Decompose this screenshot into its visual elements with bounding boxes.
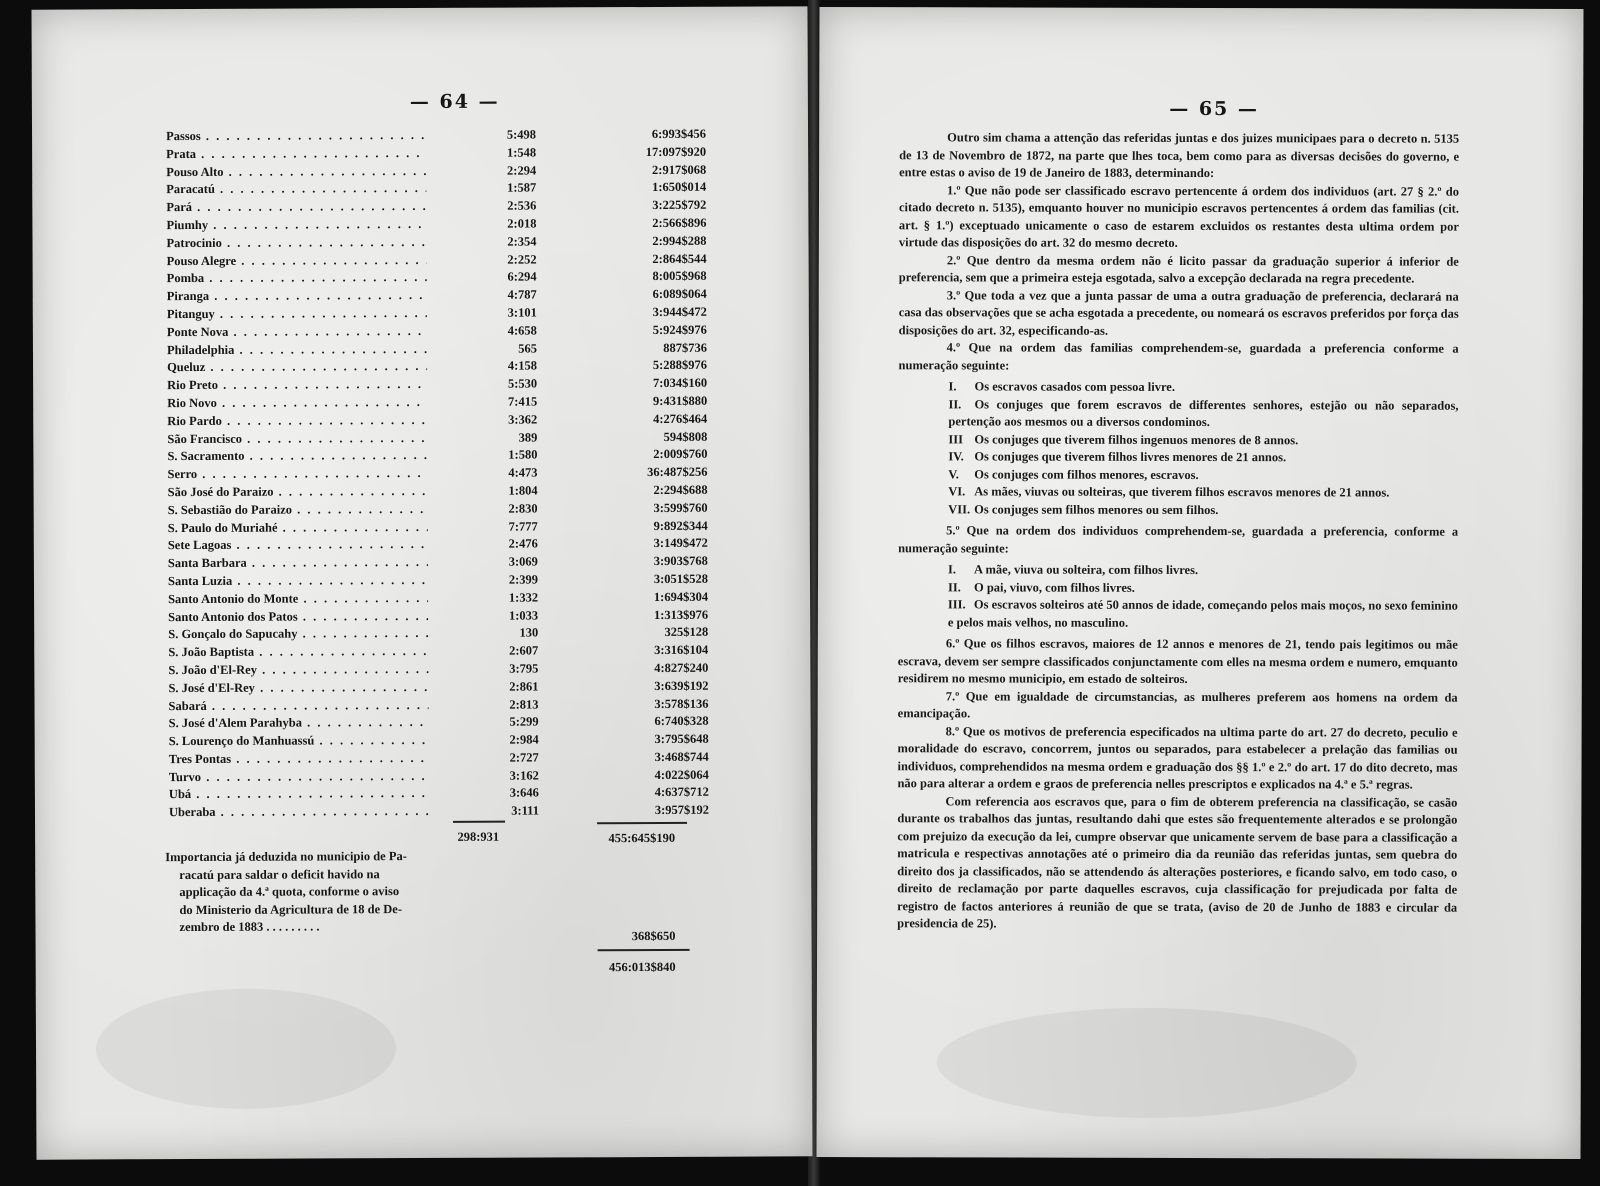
note-line: zembro de 1883 . . . . . . . . .: [179, 919, 320, 935]
item-text: Os conjuges que tiverem filhos ingenuos menores de 8 annos.: [974, 431, 1299, 447]
slave-count: 2:830: [508, 501, 538, 516]
right-page: [816, 7, 1583, 1159]
quota-amount: 3:468$744: [654, 749, 709, 764]
quota-amount: 3:639$192: [654, 678, 709, 693]
list-item: [898, 378, 1458, 397]
total-amount: 455:645$190: [608, 830, 676, 846]
quota-amount: 6:740$328: [654, 714, 709, 729]
families-list: [898, 378, 1458, 519]
quota-amount: 2:009$760: [653, 447, 708, 462]
slave-count: 3:646: [509, 785, 539, 801]
rule-8: 8.º Que os motivos de preferencia especificados na ultima parte do art. 27 do decreto, peculio e moralidade do escravo, concorrem, juntos ou separados, para estabelecer a prelação das familias ou individuos, comprehendidos na mesma ordem e graduação dos §§ 1.º e 2.º do art. 17 do dito decreto, mas não para alterar a ordem e graos de preferencia nelles prescriptos e explicados na 4.ª e 5.ª regras.: [897, 723, 1458, 792]
municipality-name: S. João Baptista . . .: [168, 644, 428, 660]
quota-amount: 7:034$160: [652, 375, 708, 391]
rule-2: 2.º Que dentro da mesma ordem não é licito passar da graduação superior á inferior de preferencia, sem que a primeira esteja esgotada, salvo a excepção declarada na regra precedente.: [898, 252, 1459, 286]
municipality-name: Philadelphia . . .: [167, 342, 427, 358]
quota-amount: 325$128: [664, 625, 709, 640]
deduction-note: [165, 848, 421, 937]
slave-count: 2:354: [507, 234, 537, 249]
closing-paragraph: Com referencia aos escravos que, para o fim de obterem preferencia na classificação, se casão durante os trabalhos das juntas, resultando dahi que estes são frequentemente alterados e se prolongão com prejuizo da execução da lei, cumpre observar que unicamente servem de base para a classificação a matricula e respectivas annotações até o primeiro dia da reunião das referidas juntas, sem quebra do direito dos ja classificados, não se attendendo ás alterações posteriores, e ficando salvo, em todo caso, o direito de reclamação por parte daquelles escravos, cuja classificação for prejudicada por falta de registro de factos anteriores á reunião de que se trata, (aviso de 20 de Junho de 1883 e circular da presidencia de 25).: [897, 793, 1458, 931]
quota-amount: 5:288$976: [652, 358, 708, 373]
municipality-name: Paracatú . . .: [166, 181, 426, 197]
rule-3: 3.º Que toda a vez que a junta passar de uma a outra graduação de preferencia, declarará na casa das observações que se acha esgotada a precedente, ou nomeará os escravos preferidos por força das disposições do art. 32, especificando-as.: [898, 287, 1459, 338]
municipality-name: Santa Barbara . . .: [168, 555, 428, 571]
municipality-name: São José do Paraizo . . .: [168, 484, 428, 500]
municipality-name: Rio Novo . . .: [167, 395, 427, 411]
slave-count: 7:415: [508, 394, 538, 409]
slave-count: 2:727: [509, 750, 539, 765]
slave-count: 2:476: [508, 536, 538, 551]
quota-amount: 2:917$068: [651, 162, 707, 177]
item-text: O pai, viuvo, com filhos livres.: [973, 579, 1135, 595]
quota-amount: 4:637$712: [654, 785, 709, 800]
slave-count: 3:111: [511, 803, 540, 818]
total-count: 298:931: [457, 829, 500, 844]
slave-count: 2:399: [508, 572, 539, 587]
municipality-name: Turvo . . .: [169, 769, 429, 785]
slave-count: 4:158: [507, 358, 538, 373]
paper-stain: [937, 1007, 1357, 1118]
quota-amount: 3:578$136: [654, 696, 709, 711]
item-number: I.: [948, 379, 957, 394]
note-line: Importancia já deduzida no municipio de Pa-: [165, 849, 407, 865]
slave-count: 7:777: [508, 519, 538, 534]
municipality-name: Piranga . . .: [167, 288, 427, 304]
municipality-name: S. Sacramento . . .: [167, 448, 427, 464]
slave-count: 5:299: [509, 714, 539, 729]
item-number: II.: [947, 579, 961, 594]
slave-count: 2:607: [509, 643, 539, 658]
municipality-name: Sete Lagoas . . .: [168, 537, 428, 553]
slave-count: 1:033: [508, 608, 539, 623]
slave-count: 3:795: [509, 661, 539, 676]
quota-amount: 887$736: [663, 340, 708, 355]
grand-total: 456:013$840: [608, 959, 676, 975]
municipality-name: Passos . . .: [166, 128, 426, 144]
page-number-right: — 65 —: [1169, 97, 1259, 121]
item-number: II.: [948, 396, 962, 411]
quota-amount: 9:892$344: [653, 518, 708, 533]
item-text: Os conjuges que forem escravos de differentes senhores, estejão ou não separados, pertenção aos mesmos ou a diversos condominos.: [948, 396, 1459, 430]
list-item: [898, 579, 1458, 598]
list-item: [898, 501, 1458, 520]
item-text: Os escravos casados com pessoa livre.: [974, 379, 1175, 394]
list-item: [898, 483, 1458, 502]
slave-count: 2:861: [509, 679, 539, 694]
item-number: IV.: [948, 449, 964, 464]
page-number-left: — 64 —: [409, 90, 500, 114]
intro-paragraph: Outro sim chama a attenção das referidas juntas e dos juizes municipaes para o decreto n. 5135 de 13 de Novembro de 1872, na parte que lhes toca, bem como para as diversas decisões do governo, e entre estas o aviso de 19 de Janeiro de 1883, determinando:: [899, 130, 1460, 181]
item-number: III: [948, 431, 963, 446]
total-amount-rule: [597, 822, 687, 824]
municipality-name: Patrocinio . . .: [166, 235, 426, 251]
slave-count: 1:332: [508, 590, 539, 605]
municipality-name: Sabará . . .: [169, 697, 429, 713]
quota-amount: 2:566$896: [652, 215, 707, 230]
quota-amount: 5:924$976: [652, 322, 707, 337]
quota-amount: 4:022$064: [654, 767, 709, 782]
quota-amount: 3:599$760: [653, 500, 708, 515]
item-number: VI.: [948, 484, 966, 499]
municipality-name: Santo Antonio dos Patos . . .: [168, 608, 428, 624]
municipality-name: Uberaba . . .: [169, 804, 429, 820]
slave-count: 3:101: [507, 305, 537, 320]
slave-count: 1:580: [508, 447, 538, 462]
slave-count: 4:658: [507, 323, 537, 338]
slave-count: 5:498: [506, 127, 537, 142]
slave-count: 2:984: [509, 732, 539, 747]
item-text: As mães, viuvas ou solteiras, que tiverem filhos escravos menores de 21 annos.: [974, 484, 1390, 500]
municipality-name: S. João d'El-Rey . . .: [168, 662, 428, 678]
slave-count: 3:162: [509, 768, 539, 783]
quota-amount: 2:864$544: [652, 251, 707, 266]
item-text: A mãe, viuva ou solteira, com filhos livres.: [974, 562, 1199, 577]
municipality-name: Pará . . .: [166, 199, 426, 215]
item-number: VII.: [948, 501, 971, 516]
slave-count: 565: [518, 341, 538, 356]
paper-stain: [96, 988, 397, 1109]
item-text: Os conjuges que tiverem filhos livres menores de 21 annos.: [974, 449, 1287, 465]
list-item: [898, 448, 1458, 467]
item-text: Os conjuges sem filhos menores ou sem filhos.: [974, 501, 1219, 517]
slave-count: 2:018: [507, 216, 537, 231]
municipality-name: Ubá . . .: [169, 786, 429, 802]
slave-count: 5:530: [507, 376, 538, 391]
regulations-text: [897, 129, 1459, 934]
municipality-name: Rio Pardo . . .: [167, 413, 427, 429]
municipality-name: Tres Pontas . . .: [169, 751, 429, 767]
slave-count: 4:787: [507, 287, 537, 302]
item-text: Os escravos solteiros até 50 annos de idade, começando pelos mais moços, no sexo feminino e pelos mais velhos, no masculino.: [947, 597, 1458, 630]
quota-amount: 9:431$880: [653, 393, 708, 408]
item-number: III.: [947, 597, 966, 612]
list-item: [898, 561, 1458, 580]
municipality-name: Rio Preto . . .: [167, 377, 427, 393]
quota-amount: 6:993$456: [651, 126, 707, 141]
municipality-name: Santa Luzia . . .: [168, 573, 428, 589]
rule-1: 1.º Que não pode ser classificado escravo pertencente á ordem dos individuos (art. 27 § 2.º do citado decreto n. 5135), emquanto houver no municipio escravos pertencentes á ordem das familias (cit. art. § 1.º) exceptuado unicamente o caso de estarem excluidos os restantes desta ultima ordem por virtude das disposições do art. 32 do mesmo decreto.: [898, 182, 1460, 250]
rule-6: 6.º Que os filhos escravos, maiores de 12 annos e menores de 21, tendo pais legitimos ou mãe escrava, devem ser sempre classificados conjunctamente com elles na mesma ordem e numero, emquanto residirem no mesmo municipio, em estado de solteiros.: [897, 636, 1458, 686]
rule-5: 5.º Que na ordem dos individuos comprehendem-se, guardada a preferencia, conforme a numeração seguinte:: [898, 523, 1459, 555]
municipality-name: Queluz . . .: [167, 359, 427, 375]
slave-count: 6:294: [507, 269, 537, 284]
slave-count: 2:536: [507, 198, 537, 213]
list-item: [898, 396, 1458, 432]
quota-amount: 36:487$256: [647, 464, 708, 480]
list-item: [898, 431, 1458, 450]
item-number: I.: [948, 562, 957, 577]
quota-amount: 2:294$688: [653, 482, 708, 497]
quota-amount: 8:005$968: [652, 269, 707, 284]
total-count-rule: [453, 821, 505, 823]
municipality-name: Pouso Alto . . .: [166, 164, 426, 180]
item-number: V.: [948, 466, 959, 481]
municipality-name: Santo Antonio do Monte . . .: [168, 591, 428, 607]
quota-amount: 3:149$472: [653, 536, 708, 551]
slave-count: 1:548: [506, 145, 537, 160]
quota-amount: 3:225$792: [652, 197, 707, 213]
quota-amount: 1:650$014: [652, 180, 707, 195]
individuals-list: [898, 561, 1458, 632]
note-line: racatú para saldar o deficit havido na: [179, 866, 380, 882]
rule-7: 7.º Que em igualdade de circumstancias, as mulheres preferem aos homens na ordem da emancipação.: [897, 688, 1458, 721]
quota-amount: 4:827$240: [654, 660, 709, 675]
slave-count: 2:294: [506, 163, 537, 178]
municipality-name: S. José d'El-Rey . . .: [168, 680, 428, 696]
municipality-name: S. José d'Alem Parahyba . . .: [169, 715, 429, 731]
municipality-name: Pomba . . .: [167, 270, 427, 286]
municipality-name: Pitanguy . . .: [167, 306, 427, 322]
slave-count: 389: [518, 430, 538, 445]
quota-amount: 3:944$472: [652, 304, 707, 319]
quota-amount: 3:316$104: [654, 642, 709, 658]
rule-4: 4.º Que na ordem das familias comprehendem-se, guardada a preferencia conforme a numeração seguinte:: [898, 340, 1459, 373]
municipality-name: Pouso Alegre . . .: [167, 253, 427, 269]
quota-amount: 3:795$648: [654, 731, 709, 747]
quota-amount: 4:276$464: [653, 411, 708, 426]
slave-count: 1:587: [507, 180, 537, 196]
slave-count: 3:069: [508, 554, 538, 569]
municipality-name: S. Sebastião do Paraizo . . .: [168, 502, 428, 518]
ledger-row: [169, 803, 729, 823]
slave-count: 2:813: [509, 696, 539, 712]
list-item: [898, 466, 1458, 485]
quota-amount: 1:313$976: [653, 607, 709, 622]
slave-count: 2:252: [507, 252, 537, 267]
quota-amount: 1:694$304: [653, 589, 709, 604]
slave-count: 1:804: [508, 483, 538, 498]
note-amount: 368$650: [631, 928, 676, 944]
slave-count: 130: [519, 625, 539, 640]
quota-amount: 3:903$768: [653, 553, 708, 569]
note-line: applicação da 4.ª quota, conforme o aviso: [179, 884, 400, 900]
list-item: [898, 596, 1458, 632]
municipality-name: S. Lourenço do Manhuassú . . .: [169, 733, 429, 749]
grand-total-rule: [598, 949, 690, 951]
municipality-ledger: [166, 127, 729, 824]
municipality-name: Prata . . .: [166, 146, 426, 162]
quota-amount: 6:089$064: [652, 286, 707, 302]
municipality-name: S. Paulo do Muriahé . . .: [168, 520, 428, 536]
item-text: Os conjuges com filhos menores, escravos.: [974, 466, 1199, 482]
slave-count: 3:362: [508, 412, 538, 427]
municipality-name: Serro . . .: [167, 466, 427, 482]
quota-amount: 3:051$528: [653, 571, 709, 586]
slave-count: 4:473: [508, 465, 538, 480]
quota-amount: 594$808: [663, 429, 708, 444]
note-line: do Ministerio da Agricultura de 18 de De-: [179, 901, 403, 917]
municipality-name: S. Gonçalo do Sapucahy . . .: [168, 626, 428, 642]
left-page: [31, 6, 812, 1159]
municipality-name: Ponte Nova . . .: [167, 324, 427, 340]
quota-amount: 17:097$920: [645, 144, 707, 159]
quota-amount: 2:994$288: [652, 233, 707, 248]
municipality-name: Piumhy . . .: [166, 217, 426, 233]
quota-amount: 3:957$192: [654, 803, 710, 818]
municipality-name: São Francisco . . .: [167, 431, 427, 447]
